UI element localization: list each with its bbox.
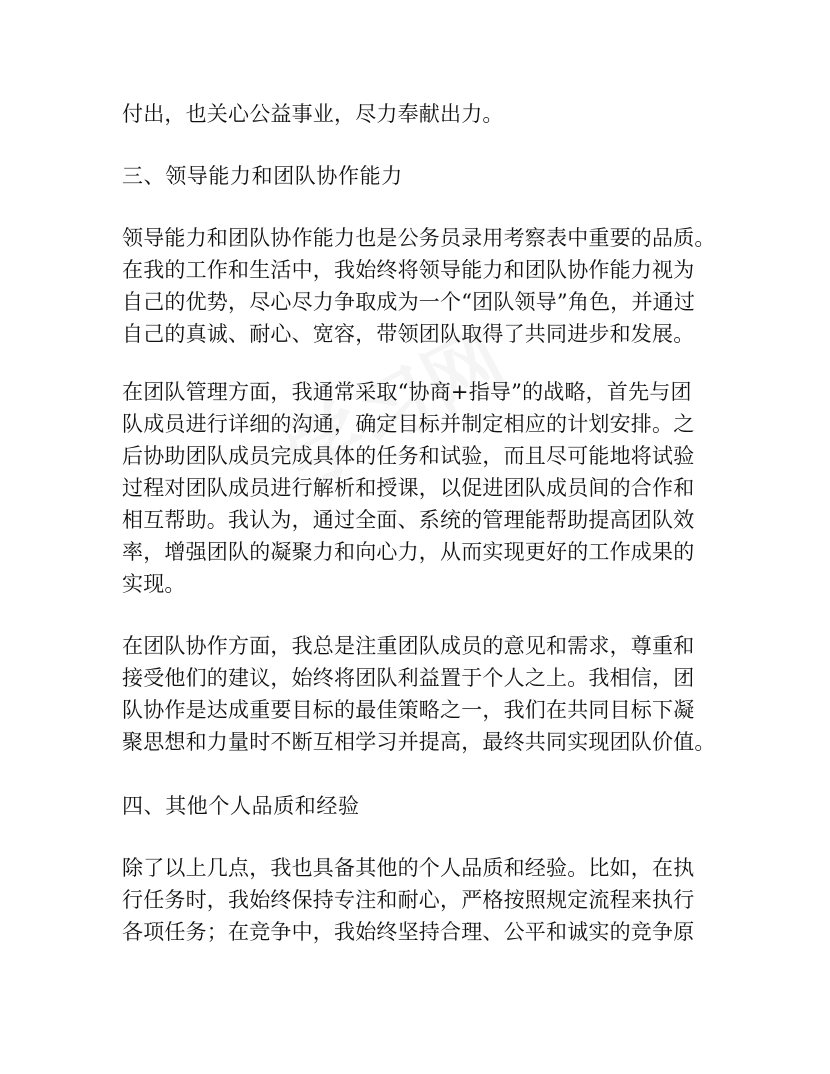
paragraph-line: 接受他们的建议，始终将团队利益置于个人之上。我相信，团 — [122, 666, 695, 690]
paragraph-line: 后协助团队成员完成具体的任务和试验，而且尽可能地将试验 — [122, 444, 695, 468]
paragraph-line: 除了以上几点，我也具备其他的个人品质和经验。比如，在执 — [122, 856, 695, 880]
paragraph-line: 实现。 — [122, 572, 186, 596]
paragraph-line: 各项任务；在竞争中，我始终坚持合理、公平和诚实的竞争原 — [122, 920, 695, 944]
paragraph-line: 自己的优势，尽心尽力争取成为一个“团队领导”角色，并通过 — [122, 290, 696, 314]
paragraph-line: 队协作是达成重要目标的最佳策略之一，我们在共同目标下凝 — [122, 698, 695, 722]
paragraph-line: 相互帮助。我认为，通过全面、系统的管理能帮助提高团队效 — [122, 508, 695, 532]
paragraph-line: 聚思想和力量时不断互相学习并提高，最终共同实现团队价值。 — [122, 730, 716, 754]
paragraph-line: 队成员进行详细的沟通，确定目标并制定相应的计划安排。之 — [122, 412, 695, 436]
paragraph-line: 率，增强团队的凝聚力和向心力，从而实现更好的工作成果的 — [122, 540, 695, 564]
paragraph-line: 领导能力和团队协作能力也是公务员录用考察表中重要的品质。 — [122, 226, 716, 250]
paragraph-line: 在团队管理方面，我通常采取“协商+指导”的战略，首先与团 — [122, 380, 692, 404]
paragraph-line: 付出，也关心公益事业，尽力奉献出力。 — [122, 102, 504, 126]
paragraph-line: 自己的真诚、耐心、宽容，带领团队取得了共同进步和发展。 — [122, 322, 695, 346]
section-heading-3: 三、领导能力和团队协作能力 — [122, 164, 403, 188]
section-heading-4: 四、其他个人品质和经验 — [122, 794, 360, 818]
paragraph-line: 行任务时，我始终保持专注和耐心，严格按照规定流程来执行 — [122, 888, 695, 912]
paragraph-line: 在团队协作方面，我总是注重团队成员的意见和需求，尊重和 — [122, 634, 695, 658]
paragraph-line: 在我的工作和生活中，我始终将领导能力和团队协作能力视为 — [122, 258, 695, 282]
paragraph-line: 过程对团队成员进行解析和授课，以促进团队成员间的合作和 — [122, 476, 695, 500]
